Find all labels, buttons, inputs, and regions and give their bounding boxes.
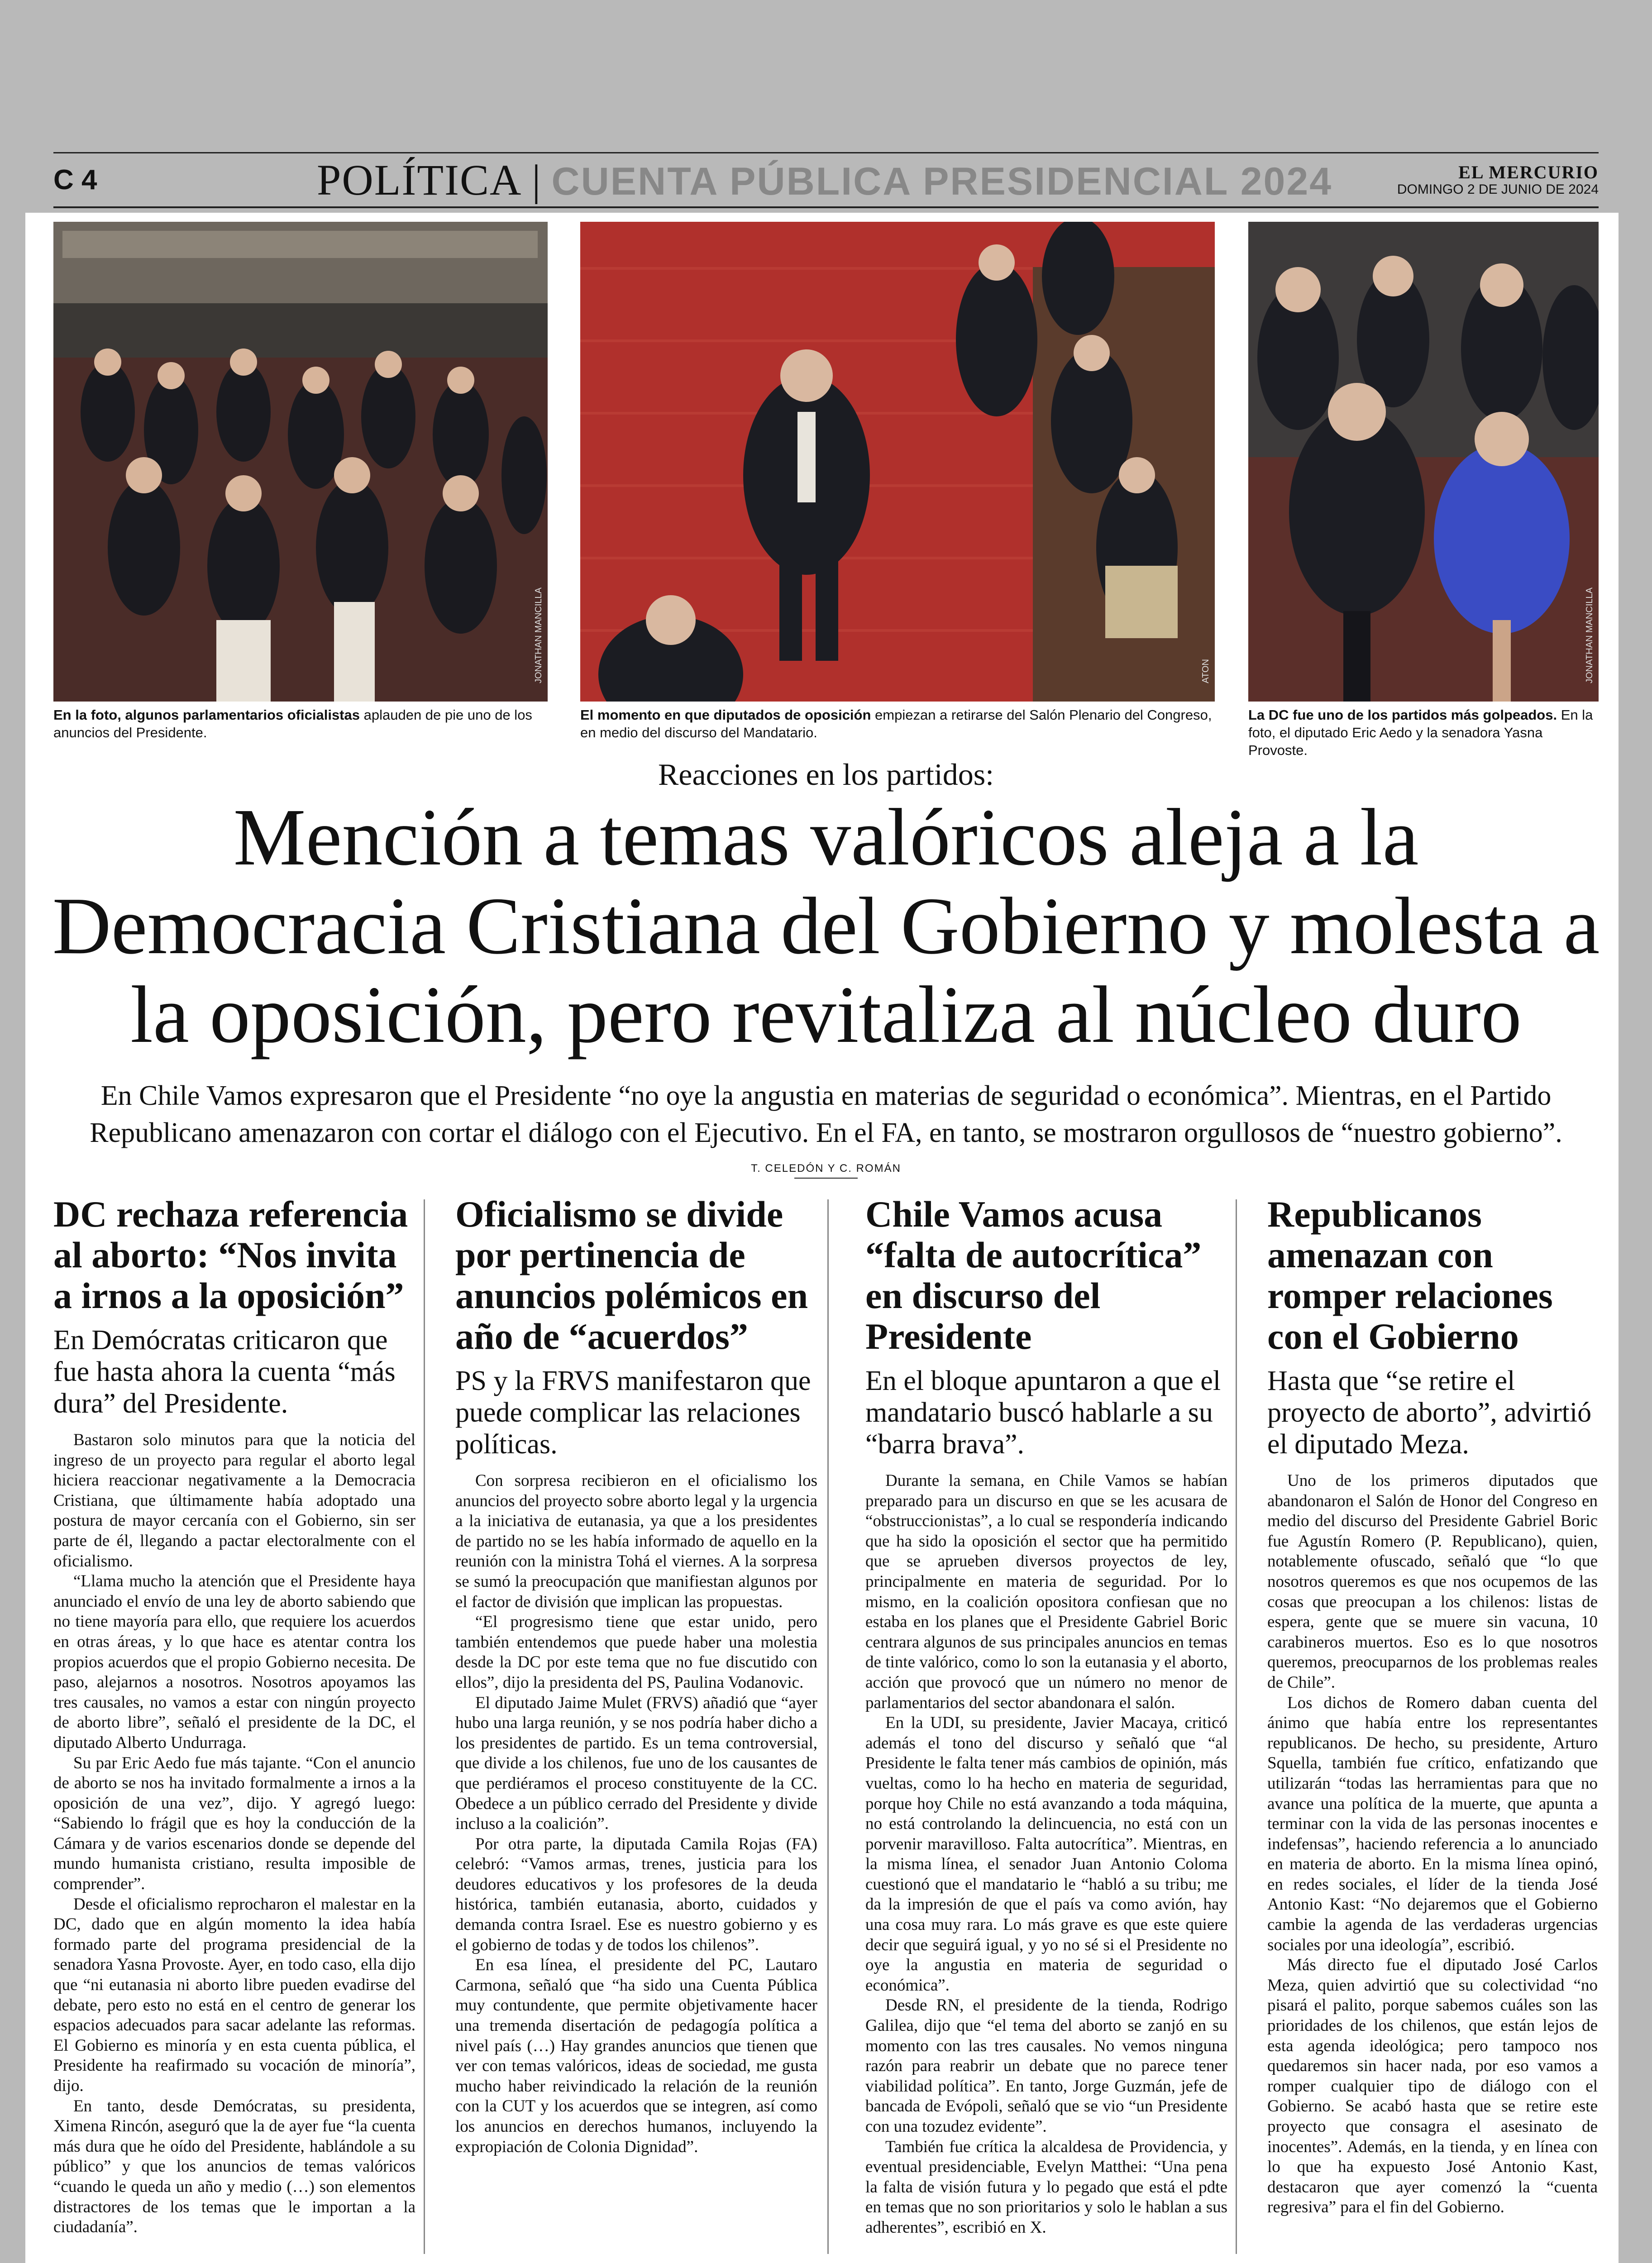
photo-deputies-image: [580, 222, 1215, 702]
photo-credit: JONATHAN MANCILLA: [534, 587, 544, 683]
paragraph: También fue crítica la alcaldesa de Providencia, y eventual presidenciable, Evelyn Matthei: “Una pena la falta de visión futura y lo pegado que está el pdte en temas que no son prioritarios y solo le hablan a sus adherentes”, escribió en X.: [865, 2137, 1227, 2237]
column-body: [455, 1471, 817, 2157]
column-title: Republicanos amenazan con romper relaciones con el Gobierno: [1267, 1194, 1553, 1357]
paragraph: “Llama mucho la atención que el Presidente haya anunciado el envío de una ley de aborto sabiendo que no tiene mayoría para ello, que requiere los acuerdos en otras áreas, y lo que hace es atentar contra los propios acuerdos que el propio Gobierno necesita. De paso, alejarnos a nosotros. Nosotros apoyamos las tres causales, no vamos a estar con ningún proyecto de aborto libre”, señaló el presidente de la DC, el diputado Alberto Undurraga.: [53, 1572, 415, 1752]
column-title: Oficialismo se divide por pertinencia de anuncios polémicos en año de “acuerdos”: [455, 1194, 808, 1357]
column-chile-vamos: [865, 1194, 1227, 2238]
caption-lead: La DC fue uno de los partidos más golpeados.: [1248, 707, 1557, 723]
column-subtitle: En Demócratas criticaron que fue hasta ahora la cuenta “más dura” del Presidente.: [53, 1325, 396, 1419]
caption-text: aplauden de pie uno de los anuncios del Presidente.: [53, 707, 532, 740]
paragraph: El diputado Jaime Mulet (FRVS) añadió que “ayer hubo una larga reunión, y se nos podría haber dicho a los presidentes de partido. Es un tema controversial, que divide a los chilenos, fue uno de los causantes de que perdiéramos el proceso constituyente de la CC. Obedece a un público cerrado del Presidente y divide incluso a la coalición”.: [455, 1693, 817, 1833]
masthead: EL MERCURIO: [1458, 162, 1599, 182]
header-top-rule: [53, 152, 1599, 153]
photo-caption-1: [53, 706, 548, 741]
section-separator: |: [532, 156, 542, 204]
story-deck: En Chile Vamos expresaron que el Presidente “no oye la angustia en materias de seguridad o económica”. Mientras, en el Partido Republicano amenazaron con cortar el diálogo con el Ejecutivo. En el FA, en tanto, se mostraron orgullosos de “nuestro gobierno”.: [90, 1080, 1562, 1148]
column-subtitle: PS y la FRVS manifestaron que puede complicar las relaciones políticas.: [455, 1365, 811, 1460]
byline-rule: [794, 1178, 858, 1179]
section-subtitle: CUENTA PÚBLICA PRESIDENCIAL 2024: [551, 160, 1333, 203]
paragraph: Uno de los primeros diputados que abandonaron el Salón de Honor del Congreso en medio del discurso del Presidente Gabriel Boric fue Agustín Romero (P. Republicano), quien, notablemente ofuscado, señaló que “lo que nosotros queremos es que nos ocupemos de las cosas que preocupan a los chilenos: listas de espera, gente que se muere sin vacuna, 10 carabineros muertos. Eso es lo que nosotros queremos, preocuparnos de los problemas reales de Chile”.: [1267, 1471, 1598, 1692]
paragraph: “El progresismo tiene que estar unido, pero también entendemos que puede haber una molestia desde la DC por este tema que no fue discutido con ellos”, dijo la presidenta del PS, Paulina Vodanovic.: [455, 1613, 817, 1692]
column-divider: [827, 1199, 829, 2254]
section-header: [317, 155, 1332, 205]
photo-legislators-image: [53, 222, 548, 702]
paragraph: Por otra parte, la diputada Camila Rojas (FA) celebró: “Vamos armas, trenes, justicia para los deudores educativos y los profesores de la deuda histórica, también eutanasia, aborto, cuidados y demanda contra Israel. Ese es nuestro gobierno y es el gobierno de todas y de todos los chilenos”.: [455, 1834, 817, 1954]
column-subtitle: En el bloque apuntaron a que el mandatario buscó hablarle a su “barra brava”.: [865, 1365, 1221, 1460]
column-title: DC rechaza referencia al aborto: “Nos invita a irnos a la oposición”: [53, 1194, 408, 1316]
photo-legislators-applauding: [53, 222, 548, 702]
photo-caption-3: [1248, 706, 1599, 759]
header-masthead-block: [1397, 164, 1599, 198]
column-republicanos: [1267, 1194, 1598, 2218]
photo-credit: JONATHAN MANCILLA: [1585, 587, 1595, 683]
paragraph: En esa línea, el presidente del PC, Lautaro Carmona, señaló que “ha sido una Cuenta Pública muy contundente, que permite objetivamente hacer una tremenda disertación de pedagogía política a nivel país (…) Hay grandes anuncios que tienen que ver con temas valóricos, ideas de sociedad, me gusta mucho haber reivindicado la relación de la reunión con la CUT y los acuerdos que se integren, así como los anuncios en derechos humanos, incluyendo la expropiación de Colonia Dignidad”.: [455, 1956, 817, 2156]
paragraph: Desde el oficialismo reprocharon el malestar en la DC, dado que en algún momento la idea había formado parte del programa presidencial de la senadora Yasna Provoste. Ayer, en todo caso, ella dijo que “ni eutanasia ni aborto libre pueden evadirse del debate, pero esto no está en el centro de generar los espacios adecuados para sacar adelante las reformas. El Gobierno es minoría y en esta cuenta pública, el Presidente ha reafirmado su vocación de minoría”, dijo.: [53, 1895, 415, 2095]
column-divider: [1236, 1199, 1237, 2254]
column-body: [1267, 1471, 1598, 2218]
caption-lead: El momento en que diputados de oposición: [580, 707, 871, 723]
paragraph: En tanto, desde Demócratas, su presidenta, Ximena Rincón, aseguró que la de ayer fue “la cuenta más dura que he oído del Presidente, hablándole a su público” y que los anuncios de temas valóricos “cuando le queda un año y medio (…) son elementos distractores de los temas que le importan a la ciudadanía”.: [53, 2096, 415, 2237]
paragraph: Desde RN, el presidente de la tienda, Rodrigo Galilea, dijo que “el tema del aborto se zanjó en su momento con las tres causales. No vemos ninguna razón para reabrir un debate que no parece tener viabilidad política”. En tanto, Jorge Guzmán, jefe de bancada de Evópoli, señaló que se vio “un Presidente con una tozudez evidente”.: [865, 1996, 1227, 2136]
column-body: [865, 1471, 1227, 2238]
caption-text: En la foto, el diputado Eric Aedo y la senadora Yasna Provoste.: [1248, 707, 1593, 758]
photo-credit: ATON: [1201, 659, 1211, 683]
paragraph: Los dichos de Romero daban cuenta del ánimo que había entre los representantes republicanos. De hecho, su presidente, Arturo Squella, también fue crítico, enfatizando que utilizarán “todas las herramientas para que no avance una política de la muerte, que apunta a terminar con la vida de las personas inocentes e indefensas”, haciendo referencia a lo anunciado en materia de aborto. En la misma línea opinó, en redes sociales, el líder de la tienda José Antonio Kast: “No dejaremos que el Gobierno cambie la agenda de las verdaderas urgencias sociales por una ideología”, escribió.: [1267, 1693, 1598, 1954]
header-bottom-rule: [53, 206, 1599, 208]
section-name: POLÍTICA: [317, 156, 522, 204]
column-title: Chile Vamos acusa “falta de autocrítica” en discurso del Presidente: [865, 1194, 1202, 1357]
caption-text: empiezan a retirarse del Salón Plenario del Congreso, en medio del discurso del Mandatario.: [580, 707, 1212, 740]
column-oficialismo: [455, 1194, 817, 2157]
paragraph: En la UDI, su presidente, Javier Macaya, criticó además el tono del discurso y señaló que “al Presidente le falta tener más cambios de opinión, más vueltas, como lo ha hecho en materia de seguridad, porque hoy Chile no está avanzando a toda máquina, no está controlando la delincuencia, no está con un porvenir maravilloso. Falta autocrítica”. Mientras, en la misma línea, el senador Juan Antonio Coloma cuestionó que el mandatario le “habló a su tribu; me da la impresión de que el país va como avión, hay una cosa muy rara. Lo más grave es que este quiere decir que seguirá igual, y yo no sé si el Presidente no oye la angustia en materia de seguridad o económica”.: [865, 1714, 1227, 1995]
photo-deputies-leaving: [580, 222, 1215, 702]
column-subtitle: Hasta que “se retire el proyecto de aborto”, advirtió el diputado Meza.: [1267, 1365, 1592, 1460]
column-dc: [53, 1194, 415, 2238]
paragraph: Con sorpresa recibieron en el oficialismo los anuncios del proyecto sobre aborto legal y la urgencia a la iniciativa de eutanasia, ya que a los presidentes de partido no se les había informado de aquello en la reunión con la ministra Tohá el viernes. A la sorpresa se sumó la preocupación que manifiestan algunos por el factor de división que implican las propuestas.: [455, 1471, 817, 1611]
paragraph: Durante la semana, en Chile Vamos se habían preparado para un discurso en que se les acusara de “obstruccionistas”, a lo cual se respondería indicando que ha sido la oposición el sector que ha permitido que se aprueben diversos proyectos de ley, principalmente en materia de seguridad. Por lo mismo, en la coalición opositora confiesan que no estaba en los planes que el Presidente Gabriel Boric centrara algunos de sus principales anuncios en temas de tinte valórico, como lo son la eutanasia y el aborto, acción que provocó que un número no menor de parlamentarios del sector abandonara el salón.: [865, 1471, 1227, 1712]
issue-date: DOMINGO 2 DE JUNIO DE 2024: [1397, 182, 1599, 197]
story-byline: T. CELEDÓN Y C. ROMÁN: [751, 1162, 901, 1174]
photo-dc-legislators: [1248, 222, 1599, 702]
photo-caption-2: [580, 706, 1215, 741]
story-headline: Mención a temas valóricos aleja a la Democracia Cristiana del Gobierno y molesta a la oposición, pero revitaliza al núcleo duro: [52, 792, 1600, 1060]
story-kicker: Reacciones en los partidos:: [658, 757, 994, 792]
paragraph: Más directo fue el diputado José Carlos Meza, quien advirtió que su colectividad “no pisará el palito, porque sabemos cuáles son las prioridades de los chilenos, que están lejos de esta agenda ideológica; pero tampoco nos quedaremos sin hacer nada, por eso vamos a romper cualquier tipo de diálogo con el Gobierno. Se acabó hasta que se retire este proyecto que consagra el asesinato de inocentes”. Además, en la tienda, y en línea con lo que ha expuesto José Antonio Kast, destacaron que ayer comenzó la “cuenta regresiva” para el fin del Gobierno.: [1267, 1956, 1598, 2217]
page-number: C 4: [53, 164, 97, 196]
photo-dc-image: [1248, 222, 1599, 702]
paragraph: Su par Eric Aedo fue más tajante. “Con el anuncio de aborto se nos ha invitado formalmente a irnos a la oposición de una vez”, dijo. Y agregó luego: “Sabiendo lo frágil que es hoy la conducción de la Cámara y de varios escenarios donde se depende del mundo humanista cristiano, resulta imposible de comprender”.: [53, 1753, 415, 1894]
column-body: [53, 1430, 415, 2238]
paragraph: Bastaron solo minutos para que la noticia del ingreso de un proyecto para regular el aborto legal hiciera reaccionar negativamente a la Democracia Cristiana, que últimamente había adoptado una postura de mayor cercanía con el Gobierno, sin ser parte de él, llegando a pactar electoralmente con el oficialismo.: [53, 1431, 415, 1571]
caption-lead: En la foto, algunos parlamentarios oficialistas: [53, 707, 360, 723]
column-divider: [424, 1199, 425, 2254]
